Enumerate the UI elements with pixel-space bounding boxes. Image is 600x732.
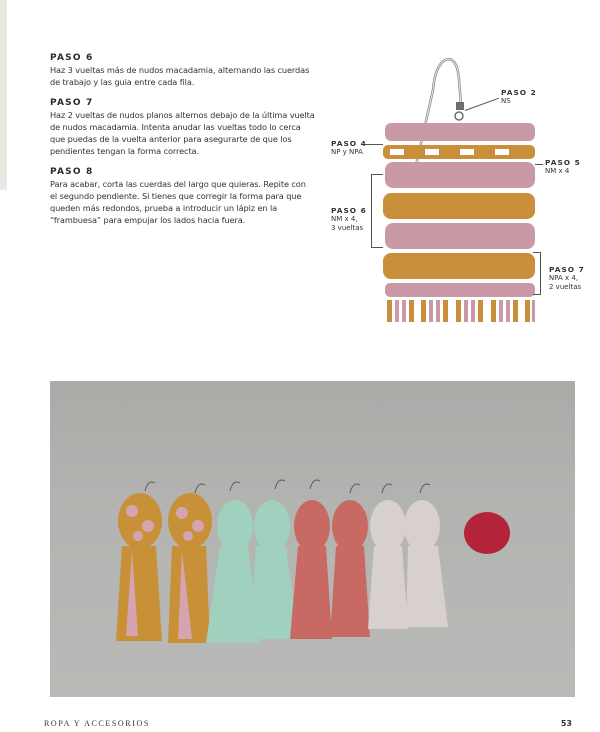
step-title: PASO 6 bbox=[50, 53, 94, 63]
label-paso-7: PASO 7 NPA x 4, 2 vueltas bbox=[549, 265, 585, 291]
bracket-top bbox=[371, 174, 383, 175]
step-7 bbox=[50, 97, 315, 157]
step-6 bbox=[50, 52, 315, 88]
row-pink-top bbox=[385, 123, 535, 141]
label-paso-2: PASO 2 NS bbox=[501, 88, 537, 105]
raspberry bbox=[464, 512, 510, 554]
earrings-illustration bbox=[50, 381, 575, 697]
page-number: 53 bbox=[560, 719, 572, 728]
step-title: PASO 7 bbox=[50, 98, 94, 108]
leader-line bbox=[365, 144, 383, 145]
bracket-top bbox=[533, 252, 541, 253]
step-text: Haz 3 vueltas más de nudos macadamia, alternando las cuerdas de trabajo y las guia entre cada fila. bbox=[50, 65, 310, 87]
bracket-bottom bbox=[371, 247, 383, 248]
step-text: Para acabar, corta las cuerdas del largo que quieras. Repite con el segundo pendiente. Si tienes que corregir la forma para que queden más redondos, prueba a introducir un lápiz en la “frambuesa” para empujar los lados hacia fuera. bbox=[50, 179, 306, 225]
instructions bbox=[50, 52, 315, 235]
step-title: PASO 8 bbox=[50, 167, 94, 177]
leader-line bbox=[535, 164, 543, 165]
label-paso-5: PASO 5 NM x 4 bbox=[545, 158, 581, 175]
bracket bbox=[540, 252, 541, 294]
step-8 bbox=[50, 166, 315, 226]
earrings-photo bbox=[50, 381, 575, 697]
label-paso-6: PASO 6 NM x 4, 3 vueltas bbox=[331, 206, 367, 232]
knot-diagram bbox=[325, 50, 595, 330]
bracket-bottom bbox=[533, 294, 541, 295]
label-paso-4: PASO 4 NP y NPA bbox=[331, 139, 367, 156]
bracket bbox=[371, 174, 372, 247]
page-edge-strip bbox=[0, 0, 7, 190]
section-title: ROPA Y ACCESORIOS bbox=[44, 719, 150, 728]
step-text: Haz 2 vueltas de nudos planos alternos debajo de la última vuelta de nudos macadamia. Intenta anudar las vueltas todo lo cerca que puedas de la vuelta anterior para asegurarte de que los pendientes tengan la forma correcta. bbox=[50, 110, 315, 156]
